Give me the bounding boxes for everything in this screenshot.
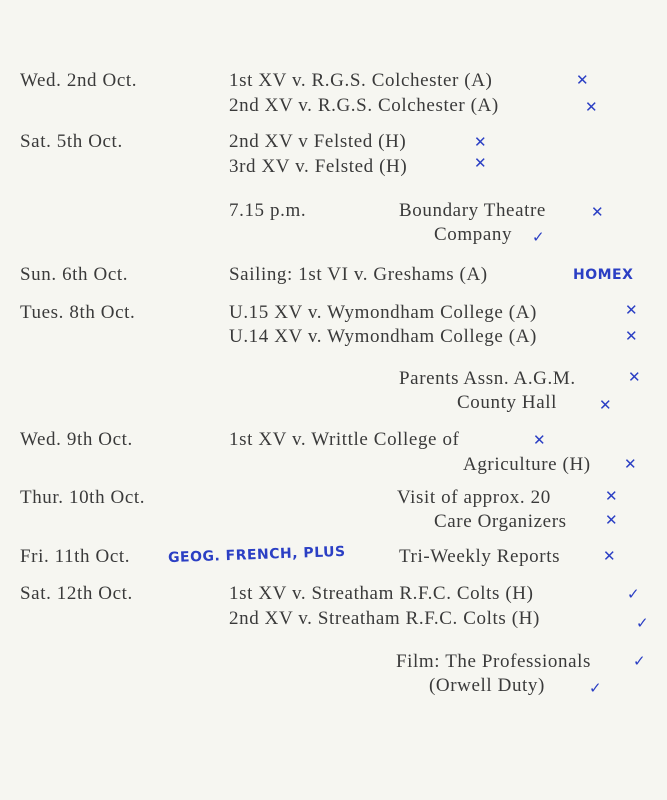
date-wed-9th: Wed. 9th Oct. [20, 429, 133, 450]
date-sat-12th: Sat. 12th Oct. [20, 583, 133, 604]
event-line: County Hall [457, 392, 558, 413]
handwritten-home-note: HOMEX [573, 267, 634, 283]
tick-mark: ✓ [589, 679, 602, 697]
fixture-line: 1st XV v. R.G.S. Colchester (A) [229, 70, 493, 91]
event-line: (Orwell Duty) [429, 675, 545, 696]
event-line: Parents Assn. A.G.M. [399, 368, 576, 389]
cross-mark: ✕ [474, 133, 487, 151]
fixture-line: 2nd XV v Felsted (H) [229, 131, 407, 152]
tick-mark: ✓ [532, 228, 545, 246]
cross-mark: ✕ [591, 203, 604, 221]
fixture-line: 1st XV v. Streatham R.F.C. Colts (H) [229, 583, 534, 604]
date-tues-8th: Tues. 8th Oct. [20, 302, 136, 323]
fixture-line: Agriculture (H) [463, 454, 591, 475]
fixture-line: 1st XV v. Writtle College of [229, 429, 460, 450]
fixture-line: U.14 XV v. Wymondham College (A) [229, 326, 537, 347]
fixture-line: Sailing: 1st VI v. Greshams (A) [229, 264, 488, 285]
tick-mark: ✓ [633, 652, 646, 670]
cross-mark: ✕ [533, 431, 546, 449]
cross-mark: ✕ [474, 154, 487, 172]
fixture-line: 2nd XV v. R.G.S. Colchester (A) [229, 95, 499, 116]
event-line: Tri-Weekly Reports [399, 546, 561, 567]
cross-mark: ✕ [599, 396, 612, 414]
date-sun-6th: Sun. 6th Oct. [20, 264, 129, 285]
cross-mark: ✕ [576, 71, 589, 89]
date-thur-10th: Thur. 10th Oct. [20, 487, 146, 508]
event-line: Company [434, 224, 513, 245]
cross-mark: ✕ [603, 547, 616, 565]
event-line: Care Organizers [434, 511, 567, 532]
cross-mark: ✕ [628, 368, 641, 386]
tick-mark: ✓ [627, 585, 640, 603]
fixture-line: 3rd XV v. Felsted (H) [229, 156, 408, 177]
tick-mark: ✓ [636, 614, 649, 632]
handwritten-fri-note: GEOG. FRENCH, PLUS [167, 543, 346, 567]
cross-mark: ✕ [625, 301, 638, 319]
cross-mark: ✕ [585, 98, 598, 116]
cross-mark: ✕ [605, 511, 618, 529]
fixture-line: 2nd XV v. Streatham R.F.C. Colts (H) [229, 608, 540, 629]
date-sat-5th: Sat. 5th Oct. [20, 131, 123, 152]
date-fri-11th: Fri. 11th Oct. [20, 546, 131, 567]
cross-mark: ✕ [625, 327, 638, 345]
cross-mark: ✕ [605, 487, 618, 505]
fixture-line: U.15 XV v. Wymondham College (A) [229, 302, 537, 323]
event-line: Visit of approx. 20 [397, 487, 551, 508]
date-wed-2nd: Wed. 2nd Oct. [20, 70, 138, 91]
event-line: Boundary Theatre [399, 200, 546, 221]
event-line: Film: The Professionals [396, 651, 592, 672]
event-time: 7.15 p.m. [229, 200, 307, 221]
cross-mark: ✕ [624, 455, 637, 473]
